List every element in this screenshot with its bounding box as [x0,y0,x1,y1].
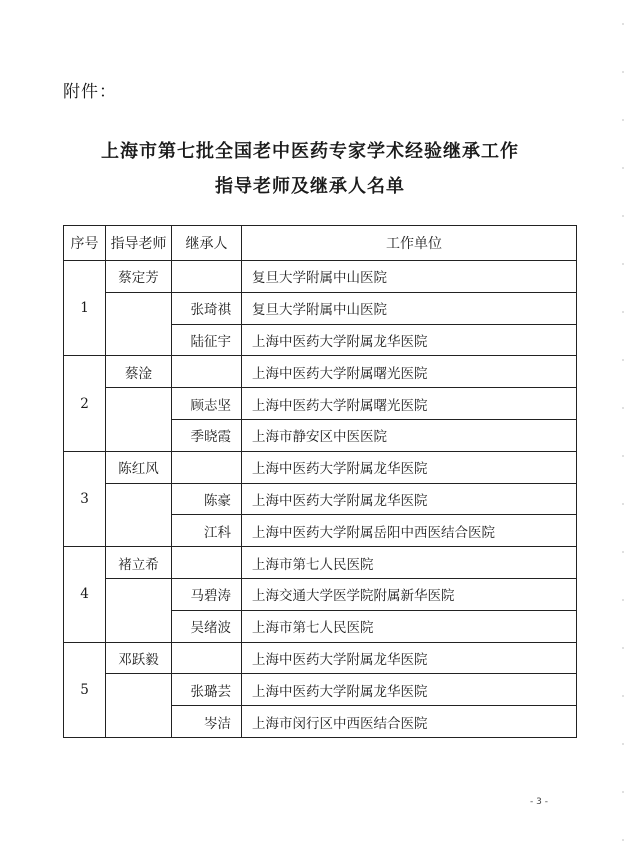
heir-cell-empty [172,261,242,293]
mentor-cell-empty [106,292,172,356]
heir-cell-empty [172,356,242,388]
mentor-unit: 上海中医药大学附属龙华医院 [242,451,577,483]
heir-name: 吴绪波 [172,610,242,642]
header-seq: 序号 [64,226,106,261]
heir-cell-empty [172,642,242,674]
heir-unit: 上海中医药大学附属岳阳中西医结合医院 [242,515,577,547]
mentor-name: 邓跃毅 [106,642,172,674]
table-row [64,388,577,420]
table-body [64,261,577,738]
heir-name: 张璐芸 [172,674,242,706]
table-row [64,292,577,324]
scan-edge-marks [618,0,628,860]
table-row [64,261,577,293]
attachment-label: 附件： [63,82,117,102]
seq-cell: 2 [64,356,106,451]
heir-name: 陆征宇 [172,324,242,356]
mentor-name: 陈红风 [106,451,172,483]
heir-name: 陈豪 [172,483,242,515]
seq-cell: 1 [64,261,106,356]
mentor-cell-empty [106,578,172,642]
mentor-unit: 上海中医药大学附属龙华医院 [242,642,577,674]
mentor-unit: 上海市第七人民医院 [242,547,577,579]
heir-cell-empty [172,547,242,579]
heir-name: 岑洁 [172,706,242,738]
table-row [64,356,577,388]
mentor-cell-empty [106,674,172,738]
table-row [64,483,577,515]
heir-name: 马碧涛 [172,578,242,610]
header-mentor: 指导老师 [106,226,172,261]
heir-unit: 上海中医药大学附属曙光医院 [242,388,577,420]
mentor-unit: 上海中医药大学附属曙光医院 [242,356,577,388]
heir-name: 季晓霞 [172,419,242,451]
mentor-heir-table [63,225,577,738]
mentor-cell-empty [106,388,172,452]
header-unit: 工作单位 [242,226,577,261]
heir-unit: 上海市闵行区中西医结合医院 [242,706,577,738]
heir-unit: 上海市静安区中医医院 [242,419,577,451]
heir-unit: 上海中医药大学附属龙华医院 [242,674,577,706]
table-header-row [64,226,577,261]
heir-unit: 上海市第七人民医院 [242,610,577,642]
heir-unit: 上海中医药大学附属龙华医院 [242,483,577,515]
heir-name: 张琦祺 [172,292,242,324]
table-row [64,451,577,483]
header-heir: 继承人 [172,226,242,261]
seq-cell: 3 [64,451,106,546]
heir-name: 江科 [172,515,242,547]
heir-unit: 上海中医药大学附属龙华医院 [242,324,577,356]
heir-unit: 上海交通大学医学院附属新华医院 [242,578,577,610]
table-row [64,547,577,579]
document-title-line-1: 上海市第七批全国老中医药专家学术经验继承工作 [101,141,519,162]
page-number: - 3 - [530,797,548,807]
mentor-name: 褚立希 [106,547,172,579]
table-row [64,578,577,610]
mentor-cell-empty [106,483,172,547]
table-row [64,642,577,674]
heir-unit: 复旦大学附属中山医院 [242,292,577,324]
heir-cell-empty [172,451,242,483]
seq-cell: 4 [64,547,106,642]
heir-name: 顾志坚 [172,388,242,420]
document-title-line-2: 指导老师及继承人名单 [215,176,405,197]
mentor-name: 蔡定芳 [106,261,172,293]
seq-cell: 5 [64,642,106,737]
mentor-name: 蔡淦 [106,356,172,388]
table-row [64,674,577,706]
mentor-unit: 复旦大学附属中山医院 [242,261,577,293]
